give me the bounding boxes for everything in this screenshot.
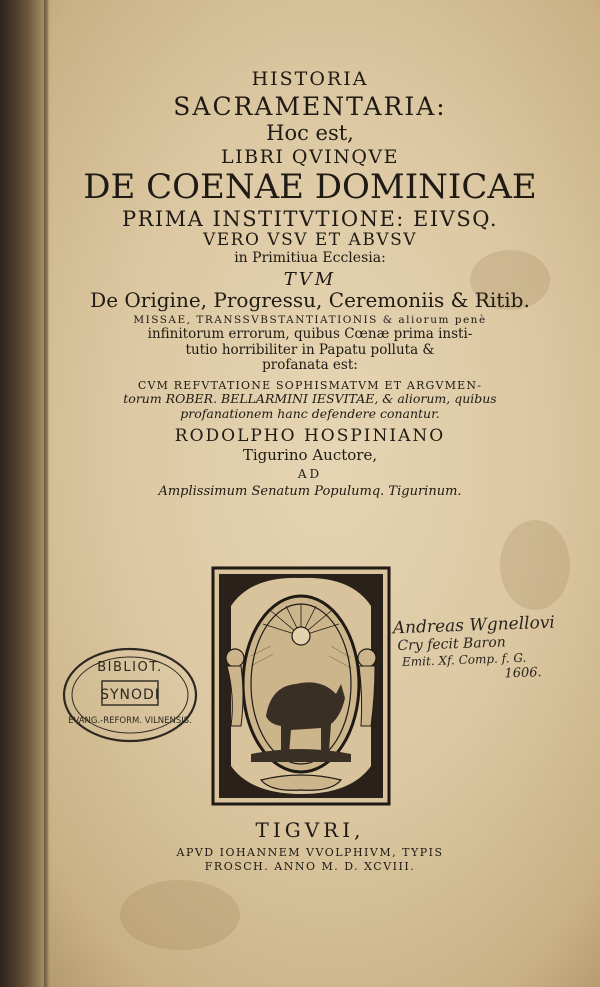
stamp-line-3: EVANG.-REFORM. VILNENSIS. <box>68 716 192 726</box>
title-line-9: TVM <box>283 269 337 291</box>
signature-line-3: Emit. Xf. Comp. f. G. <box>401 650 527 670</box>
dedication-ad: AD <box>297 467 323 482</box>
title-line-2: SACRAMENTARIA: <box>173 91 447 121</box>
title-line-7: VERO VSV ET ABVSV <box>202 229 418 250</box>
title-line-17: profanationem hanc defendere conantur. <box>180 405 440 421</box>
stamp-line-1: BIBLIOT. <box>97 660 163 675</box>
author-name: RODOLPHO HOSPINIANO <box>174 425 446 446</box>
imprint-printer: APVD IOHANNEM VVOLPHIVM, TYPIS <box>176 846 444 859</box>
title-line-15: CVM REFVTATIONE SOPHISMATVM ET ARGVMEN- <box>137 378 483 392</box>
title-line-16: torum ROBER. BELLARMINI IESVITAE, & aliorum, quibus <box>123 391 497 407</box>
author-origin: Tigurino Auctore, <box>242 445 378 464</box>
title-line-10: De Origine, Progressu, Ceremoniis & Ritib. <box>90 288 530 313</box>
title-line-6: PRIMA INSTITVTIONE: EIVSQ. <box>121 206 499 231</box>
title-block <box>60 70 560 498</box>
title-line-4: LIBRI QVINQVE <box>220 146 400 169</box>
title-line-12: infinitorum errorum, quibus Cœnæ prima insti- <box>147 326 473 343</box>
title-line-13: tutio horribiliter in Papatu polluta & <box>185 341 435 358</box>
handwritten-signature <box>392 612 585 709</box>
title-line-1: HISTORIA <box>251 68 369 90</box>
book-spine <box>0 0 48 987</box>
stamp-line-2: SYNODI <box>100 687 160 703</box>
title-line-5: DE COENAE DOMINICAE <box>83 167 537 208</box>
paper-stain <box>120 880 240 950</box>
title-line-3: Hoc est, <box>266 121 354 146</box>
imprint-block <box>60 820 560 872</box>
imprint-year: FROSCH. ANNO M. D. XCVIII. <box>204 859 416 873</box>
title-line-11: MISSAE, TRANSSVBSTANTIATIONIS & aliorum penè <box>133 314 487 327</box>
signature-line-4: 1606. <box>504 664 542 682</box>
spine-shadow <box>44 0 50 987</box>
signature-line-1: Andreas Wgnellovi <box>392 612 556 639</box>
library-stamp <box>60 645 200 745</box>
printers-device-woodcut <box>211 566 391 806</box>
paper-stain <box>500 520 570 610</box>
imprint-city: TIGVRI, <box>255 818 365 842</box>
title-line-14: profanata est: <box>262 356 358 373</box>
dedication-line: Amplissimum Senatum Populumq. Tigurinum. <box>158 483 462 499</box>
signature-line-2: Cry fecit Baron <box>397 634 507 655</box>
title-line-8: in Primitiua Ecclesia: <box>234 249 386 266</box>
